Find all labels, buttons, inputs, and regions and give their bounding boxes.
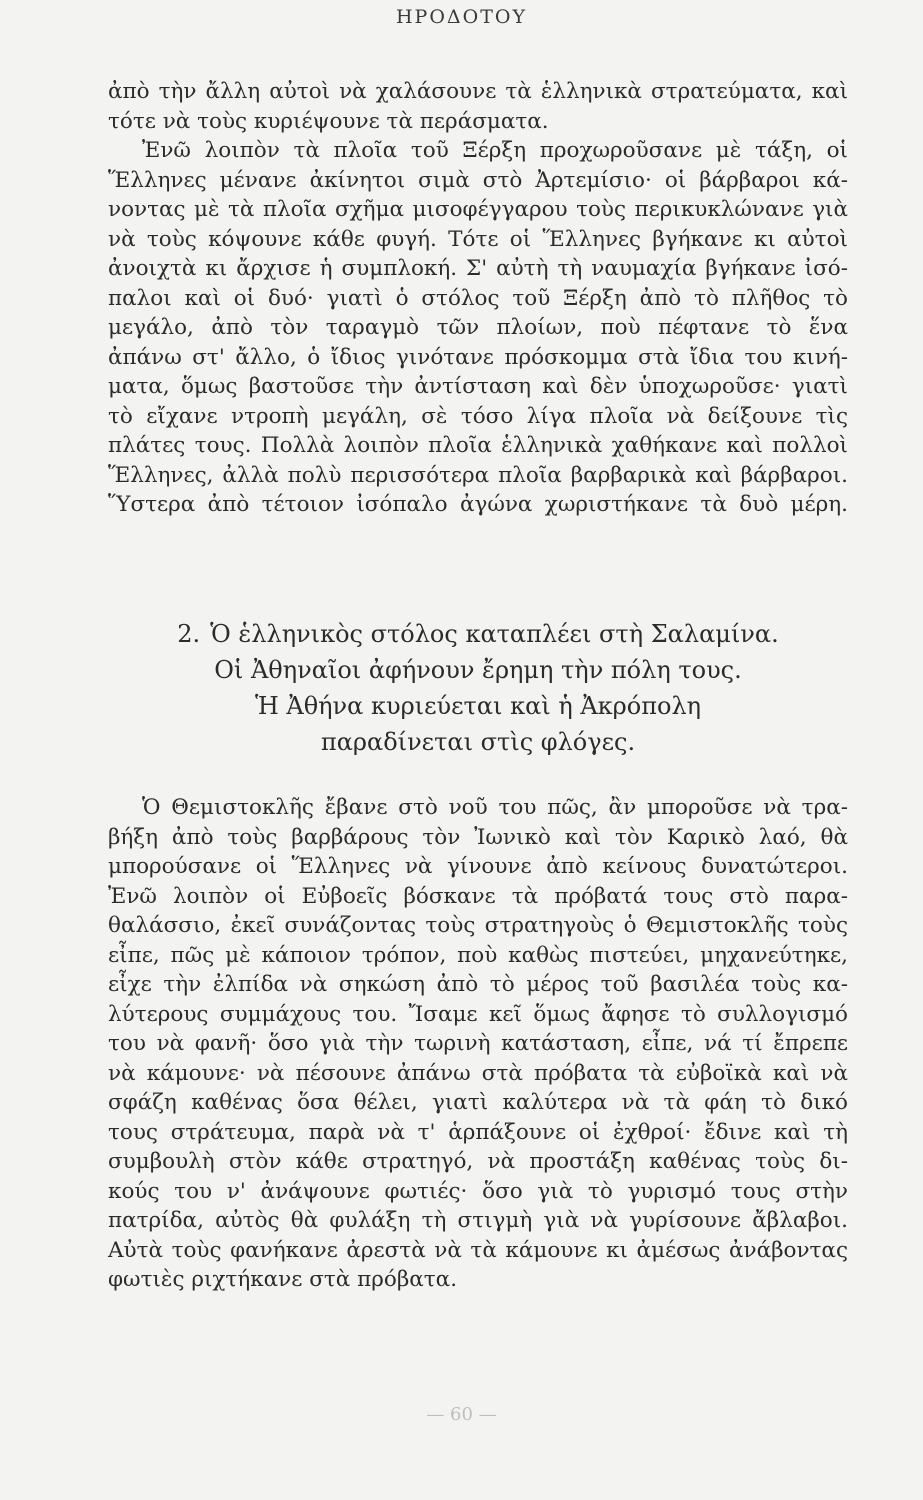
- text-line: Ὁ Θεμιστοκλῆς ἔβανε στὸ νοῦ του πῶς, ἂν μποροῦσε νὰ τρα-: [142, 795, 848, 820]
- text-line: πατρίδα, αὐτὸς θὰ φυλάξη τὴ στιγμὴ γιὰ νὰ γυρίσουνε ἄβλαβοι.: [108, 1208, 848, 1233]
- text-line: Ἕλληνες μένανε ἀκίνητοι σιμὰ στὸ Ἀρτεμίσιο· οἱ βάρβαροι κά-: [108, 167, 848, 193]
- text-line: του νὰ φανῆ· ὅσο γιὰ τὴν τωρινὴ κατάσταση, εἶπε, νά τί ἔπρεπε: [108, 1031, 848, 1056]
- text-line: μεγάλο, ἀπὸ τὸν ταραγμὸ τῶν πλοίων, ποὺ πέφτανε τὸ ἕνα: [108, 315, 848, 340]
- text-line: συμβουλὴ στὸν κάθε στρατηγό, νὰ προστάξη καθένας τοὺς δι-: [108, 1149, 848, 1174]
- section-title-line: παραδίνεται στὶς φλόγες.: [320, 728, 636, 756]
- text-line: θαλάσσιο, ἐκεῖ συνάζοντας τοὺς στρατηγοὺς ὁ Θεμιστοκλῆς τοὺς: [108, 913, 848, 938]
- text-line: Ἐνῶ λοιπὸν τὰ πλοῖα τοῦ Ξέρξη προχωροῦσανε μὲ τάξη, οἱ: [142, 138, 848, 163]
- text-line: τους στράτευμα, παρὰ νὰ τ' ἁρπάξουνε οἱ ἐχθροί· ἔδινε καὶ τὴ: [108, 1119, 848, 1145]
- section-heading-line-1: [108, 616, 848, 652]
- text-line: ἀνοιχτὰ κι ἄρχισε ἡ συμπλοκή. Σ' αὐτὴ τὴ ναυμαχία βγήκανε ἰσό-: [108, 256, 848, 281]
- page-number: — 60 —: [426, 1404, 497, 1425]
- section-title-line: Ἡ Ἀθήνα κυριεύεται καὶ ἡ Ἀκρόπολη: [254, 692, 702, 720]
- text-line: λύτερους συμμάχους του. Ἴσαμε κεῖ ὅμως ἄφησε τὸ συλλογισμό: [108, 1001, 848, 1027]
- text-line: βήξη ἀπὸ τοὺς βαρβάρους τὸν Ἰωνικὸ καὶ τὸν Καρικὸ λαό, θὰ: [108, 824, 848, 850]
- text-line: εἶχε τὴν ἐλπίδα νὰ σηκώση ἀπὸ τὸ μέρος τοῦ βασιλέα τοὺς κα-: [108, 972, 848, 997]
- text-line: Ὕστερα ἀπὸ τέτοιον ἰσόπαλο ἀγώνα χωριστήκανε τὰ δυὸ μέρη.: [108, 492, 848, 517]
- text-line: πλάτες τους. Πολλὰ λοιπὸν πλοῖα ἑλληνικὰ χαθήκανε καὶ πολλοὶ: [108, 433, 848, 458]
- text-line: νὰ κάμουνε· νὰ πέσουνε ἀπάνω στὰ πρόβατα τὰ εὐβοϊκὰ καὶ νὰ: [108, 1060, 848, 1086]
- text-line: τότε νὰ τοὺς κυριέψουνε τὰ περάσματα.: [108, 108, 549, 134]
- running-head: ΗΡΟΔΟΤΟΥ: [395, 6, 528, 28]
- section-heading: [108, 616, 848, 760]
- text-line: μπορούσανε οἱ Ἕλληνες νὰ γίνουνε ἀπὸ κείνους δυνατώτεροι.: [108, 854, 848, 879]
- paragraph-2: [108, 793, 848, 1295]
- section-title-line: Οἱ Ἀθηναῖοι ἀφήνουν ἔρημη τὴν πόλη τους.: [214, 656, 742, 684]
- text-line: ἀπάνω στ' ἄλλο, ὁ ἴδιος γινότανε πρόσκομμα στὰ ἴδια του κινή-: [108, 344, 848, 370]
- text-line: ἀπὸ τὴν ἄλλη αὐτοὶ νὰ χαλάσουνε τὰ ἑλληνικὰ στρατεύματα, καὶ: [108, 79, 848, 104]
- text-line: παλοι καὶ οἱ δυό· γιατὶ ὁ στόλος τοῦ Ξέρξη ἀπὸ τὸ πλῆθος τὸ: [108, 285, 848, 311]
- section-number: 2.: [177, 620, 201, 648]
- section-title-line: Ὁ ἑλληνικὸς στόλος καταπλέει στὴ Σαλαμίνα.: [210, 620, 779, 648]
- text-line: Αὐτὰ τοὺς φανήκανε ἀρεστὰ νὰ τὰ κάμουνε κι ἀμέσως ἀνάβοντας: [108, 1237, 848, 1263]
- text-line: τὸ εἴχανε ντροπὴ μεγάλη, σὲ τόσο λίγα πλοῖα νὰ δείξουνε τὶς: [108, 403, 848, 429]
- paragraph-1: [108, 77, 848, 520]
- text-line: ματα, ὅμως βαστοῦσε τὴν ἀντίσταση καὶ δὲν ὑποχωροῦσε· γιατὶ: [108, 374, 848, 399]
- text-line: εἶπε, πῶς μὲ κάποιον τρόπον, ποὺ καθὼς πιστεύει, μηχανεύτηκε,: [108, 942, 848, 968]
- text-line: σφάζη καθένας ὅσα θέλει, γιατὶ καλύτερα νὰ τὰ φάη τὸ δικό: [108, 1090, 848, 1115]
- text-line: κούς του ν' ἀνάψουνε φωτιές· ὅσο γιὰ τὸ γυρισμό τους στὴν: [108, 1178, 848, 1204]
- text-line: Ἐνῶ λοιπὸν οἱ Εὐβοεῖς βόσκανε τὰ πρόβατά τους στὸ παρα-: [108, 883, 848, 909]
- text-line: φωτιὲς ριχτήκανε στὰ πρόβατα.: [108, 1267, 458, 1292]
- text-line: νοντας μὲ τὰ πλοῖα σχῆμα μισοφέγγαρου τοὺς περικυκλώνανε γιὰ: [108, 197, 848, 222]
- text-line: νὰ τοὺς κόψουνε κάθε φυγή. Τότε οἱ Ἕλληνες βγήκανε κι αὐτοὶ: [108, 226, 848, 252]
- text-line: Ἕλληνες, ἀλλὰ πολὺ περισσότερα πλοῖα βαρβαρικὰ καὶ βάρβαροι.: [108, 462, 848, 488]
